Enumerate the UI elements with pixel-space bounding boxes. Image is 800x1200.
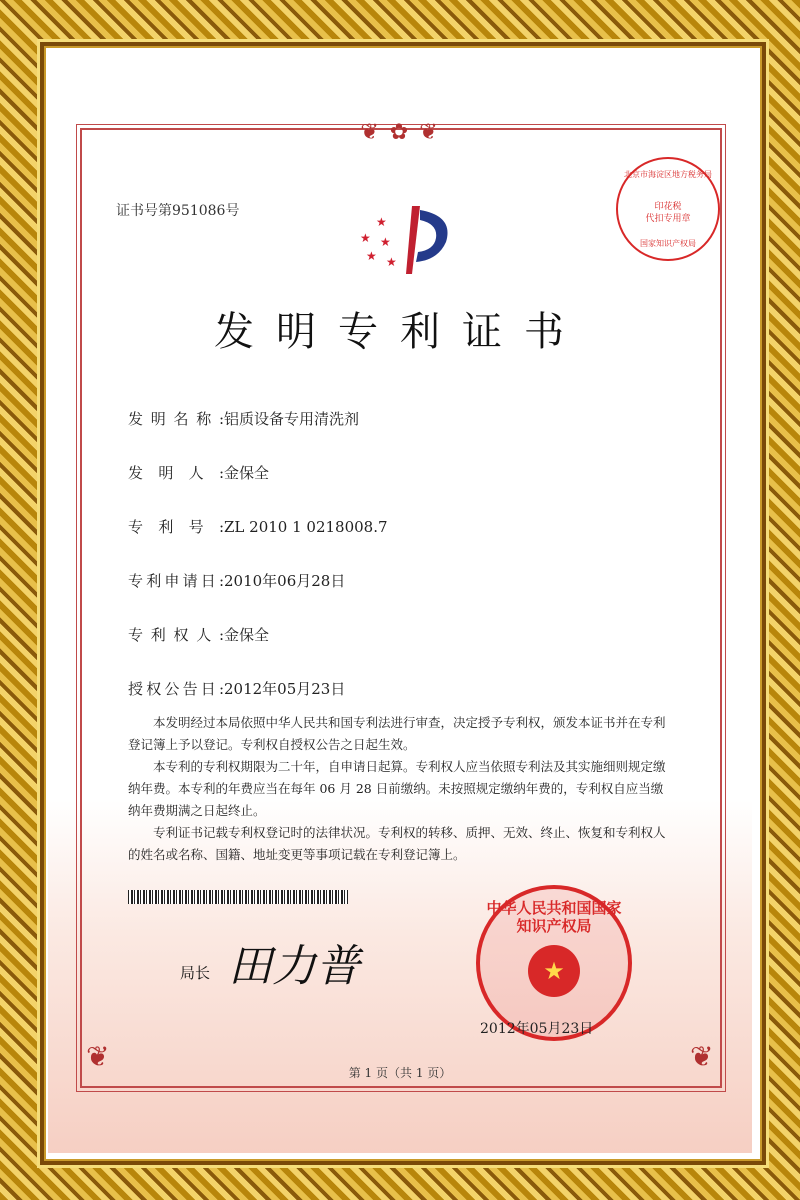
seal-text: 中华人民共和国国家知识产权局 [486, 899, 622, 935]
director-signature: 田力普 [228, 941, 360, 992]
paragraph: 专利证书记载专利权登记时的法律状况。专利权的转移、质押、无效、终止、恢复和专利权人的姓名或名称、国籍、地址变更等事项记载在专利登记簿上。 [128, 825, 666, 862]
corner-ornament: ❦ [86, 1040, 110, 1073]
svg-text:★: ★ [386, 255, 397, 269]
paragraph: 本专利的专利权期限为二十年，自申请日起算。专利权人应当依照专利法及其实施细则规定缴纳年费。本专利的年费应当在每年 06 月 28 日前缴纳。未按照规定缴纳年费的，专利权自应当缴纳年费期满之日起终止。 [128, 759, 666, 818]
field-inventor [128, 462, 269, 483]
page-number: 第 1 页（共 1 页） [348, 1066, 452, 1080]
field-label: 发明人: [128, 464, 224, 482]
certificate-number: 证书号第951086号 [116, 203, 240, 219]
field-patentee [128, 624, 269, 645]
national-emblem-icon: ★ [528, 945, 580, 997]
seal-line2: 代扣专用章 [645, 214, 691, 224]
seal-bottom-text: 国家知识产权局 [640, 239, 696, 248]
certificate-title: 发明专利证书 [214, 309, 586, 355]
field-label: 授权公告日: [128, 680, 224, 698]
svg-text:★: ★ [380, 235, 391, 249]
svg-text:★: ★ [376, 215, 387, 229]
field-grant-date [128, 678, 345, 699]
field-label: 发明名称: [128, 410, 224, 428]
certificate-body [128, 712, 673, 866]
top-ornament: ❦ ✿ ❦ [360, 120, 440, 145]
field-value: 金保全 [224, 626, 270, 644]
field-value: 铝质设备专用清洗剂 [224, 410, 360, 428]
svg-text:★: ★ [360, 231, 371, 245]
field-value: 2012年05月23日 [224, 680, 346, 698]
field-value: 金保全 [224, 464, 270, 482]
corner-ornament: ❦ [690, 1040, 714, 1073]
patent-office-logo [350, 196, 460, 276]
seal-line1: 印花税 [654, 202, 682, 212]
barcode [128, 890, 348, 904]
field-label: 专利申请日: [128, 572, 224, 590]
director-label: 局长 [180, 964, 211, 982]
field-application-date [128, 570, 345, 591]
field-label: 专利号: [128, 518, 224, 536]
seal-outer-text: 北京市海淀区地方税务局 [624, 170, 712, 179]
field-label: 专利权人: [128, 626, 224, 644]
field-value: 2010年06月28日 [224, 572, 346, 590]
field-patent-number [128, 516, 388, 537]
field-invention-name [128, 408, 359, 429]
svg-text:★: ★ [366, 249, 377, 263]
paragraph: 本发明经过本局依照中华人民共和国专利法进行审查，决定授予专利权，颁发本证书并在专利登记簿上予以登记。专利权自授权公告之日起生效。 [128, 715, 666, 752]
stamp-duty-seal [616, 157, 720, 261]
field-value: ZL 2010 1 0218008.7 [224, 518, 388, 536]
seal-date: 2012年05月23日 [480, 1021, 594, 1037]
